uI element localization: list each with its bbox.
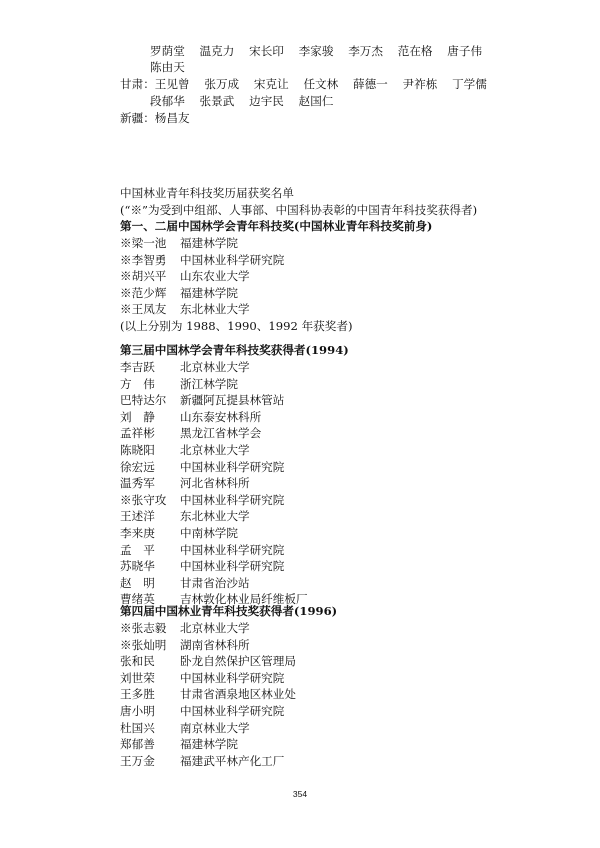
awardee-organization: 山东农业大学 bbox=[180, 269, 250, 284]
awardee-organization: 中国林业科学研究院 bbox=[180, 252, 285, 267]
section-heading: 第四届中国林业青年科技奖获得者(1996) bbox=[120, 604, 338, 618]
awardee-organization: 吉林敦化林业局纤维板厂 bbox=[180, 592, 308, 607]
person-name: 张景武 bbox=[199, 94, 235, 108]
list-item bbox=[120, 753, 284, 769]
awardee-name: 陈晓阳 bbox=[120, 443, 155, 457]
person-name: 宋长印 bbox=[249, 44, 284, 58]
awardee-organization: 中国林业科学研究院 bbox=[180, 559, 285, 574]
list-item bbox=[120, 492, 284, 508]
awardee-name: ※范少辉 bbox=[120, 285, 167, 300]
awardee-name: 杜国兴 bbox=[120, 720, 155, 735]
person-name: 边宇民 bbox=[249, 94, 284, 108]
list-item bbox=[120, 285, 238, 301]
list-item bbox=[120, 542, 284, 558]
awardee-name: 王述洋 bbox=[120, 509, 155, 524]
award-note: (“※”为受到中组部、人事部、中国科协表彰的中国青年科技奖获得者) bbox=[120, 203, 478, 217]
list-item bbox=[120, 301, 250, 317]
list-item bbox=[120, 720, 250, 736]
awardee-organization: 湖南省林科所 bbox=[180, 637, 250, 652]
list-item bbox=[120, 703, 284, 719]
person-name: 段郁华 bbox=[150, 94, 185, 108]
award-list-title: 中国林业青年科技奖历届获奖名单 bbox=[120, 186, 294, 200]
awardee-name: 巴特达尔 bbox=[120, 393, 167, 408]
person-name: 温克力 bbox=[199, 44, 235, 58]
name-line bbox=[150, 93, 333, 109]
list-item bbox=[120, 475, 250, 491]
list-item bbox=[120, 525, 238, 541]
awardee-organization: 北京林业大学 bbox=[180, 621, 250, 635]
name-line bbox=[150, 43, 482, 59]
person-name: 丁学儒 bbox=[452, 77, 487, 91]
awardee-name: ※李智勇 bbox=[120, 252, 167, 267]
list-item bbox=[120, 425, 261, 441]
awardee-name: ※王凤友 bbox=[120, 302, 167, 317]
awardee-name: 徐宏远 bbox=[120, 459, 155, 474]
name-line bbox=[120, 110, 190, 126]
awardee-organization: 南京林业大学 bbox=[180, 720, 250, 735]
list-item bbox=[120, 376, 238, 392]
list-item bbox=[120, 637, 250, 653]
list-item bbox=[120, 620, 250, 636]
awardee-name: ※胡兴平 bbox=[120, 269, 167, 284]
person-name: 尹祚栋 bbox=[402, 77, 438, 91]
awardee-organization: 福建林学院 bbox=[180, 285, 238, 300]
awardee-organization: 中南林学院 bbox=[180, 526, 238, 540]
awardee-organization: 新疆阿瓦提县林管站 bbox=[180, 393, 285, 408]
list-item bbox=[120, 575, 250, 591]
awardee-organization: 中国林业科学研究院 bbox=[180, 670, 285, 685]
list-item bbox=[120, 442, 250, 458]
awardee-name: 温秀军 bbox=[120, 476, 155, 491]
awardee-name: 苏晓华 bbox=[120, 559, 155, 574]
awardee-name: 孟 平 bbox=[120, 542, 155, 557]
awardee-name: 李吉跃 bbox=[120, 360, 155, 374]
awardee-name: 王多胜 bbox=[120, 687, 155, 702]
section-heading: 第一、二届中国林学会青年科技奖(中国林业青年科技奖前身) bbox=[120, 219, 433, 233]
awardee-organization: 中国林业科学研究院 bbox=[180, 542, 285, 557]
list-item bbox=[120, 508, 250, 524]
awardee-organization: 中国林业科学研究院 bbox=[180, 704, 285, 718]
person-name: 赵国仁 bbox=[298, 94, 334, 108]
awardee-name: ※张灿明 bbox=[120, 637, 167, 652]
awardee-organization: 中国林业科学研究院 bbox=[180, 492, 285, 507]
awardee-name: 刘世荣 bbox=[120, 670, 155, 685]
awardee-name: 方 伟 bbox=[120, 376, 155, 391]
awardee-name: 曹绪英 bbox=[120, 592, 155, 607]
list-item bbox=[120, 392, 284, 408]
awardee-organization: 浙江林学院 bbox=[180, 376, 238, 391]
awardee-organization: 中国林业科学研究院 bbox=[180, 459, 285, 474]
awardee-name: 孟祥彬 bbox=[120, 426, 155, 441]
person-name: 唐子伟 bbox=[447, 44, 483, 58]
awardee-name: 唐小明 bbox=[120, 704, 155, 718]
awardee-name: ※梁一池 bbox=[120, 236, 167, 250]
awardee-organization: 甘肃省治沙站 bbox=[180, 575, 250, 590]
person-name: 罗荫堂 bbox=[150, 44, 185, 58]
section-note: (以上分别为 1988、1990、1992 年获奖者) bbox=[120, 319, 353, 333]
awardee-organization: 黑龙江省林学会 bbox=[180, 426, 262, 441]
awardee-name: 李来庚 bbox=[120, 526, 155, 540]
section-heading: 第三届中国林学会青年科技奖获得者(1994) bbox=[120, 343, 349, 357]
awardee-organization: 福建武平林产化工厂 bbox=[180, 753, 285, 768]
awardee-organization: 河北省林科所 bbox=[180, 476, 250, 491]
awardee-organization: 甘肃省酒泉地区林业处 bbox=[180, 687, 296, 702]
person-name: 王见曾 bbox=[154, 77, 190, 91]
name-line bbox=[120, 76, 487, 92]
awardee-organization: 山东泰安林科所 bbox=[180, 409, 262, 424]
awardee-organization: 东北林业大学 bbox=[180, 302, 250, 317]
person-name: 薛德一 bbox=[352, 77, 388, 91]
awardee-organization: 东北林业大学 bbox=[180, 509, 250, 524]
person-name: 陈由天 bbox=[150, 60, 185, 74]
person-name: 范在格 bbox=[397, 44, 433, 58]
list-item bbox=[120, 686, 296, 702]
name-line bbox=[150, 59, 185, 75]
person-name: 李家骏 bbox=[298, 44, 334, 58]
person-name: 李万杰 bbox=[348, 44, 383, 58]
awardee-organization: 福建林学院 bbox=[180, 737, 238, 752]
person-name: 宋克让 bbox=[253, 77, 289, 91]
list-item bbox=[120, 268, 250, 284]
region-line: 新疆：杨昌友 bbox=[120, 111, 190, 125]
list-item bbox=[120, 359, 250, 375]
awardee-name: 郑郁善 bbox=[120, 737, 155, 752]
awardee-organization: 北京林业大学 bbox=[180, 360, 250, 374]
awardee-name: ※张守攻 bbox=[120, 492, 167, 507]
list-item bbox=[120, 252, 284, 268]
awardee-name: 王万金 bbox=[120, 753, 155, 768]
list-item bbox=[120, 409, 261, 425]
list-item bbox=[120, 736, 238, 752]
awardee-name: 张和民 bbox=[120, 654, 155, 669]
list-item bbox=[120, 459, 284, 475]
list-item bbox=[120, 235, 238, 251]
list-item bbox=[120, 558, 284, 574]
awardee-organization: 福建林学院 bbox=[180, 236, 238, 250]
awardee-name: ※张志毅 bbox=[120, 621, 167, 635]
page-number: 354 bbox=[292, 789, 308, 799]
person-name: 张万成 bbox=[204, 77, 240, 91]
region-label: 甘肃： bbox=[120, 77, 155, 91]
list-item bbox=[120, 653, 296, 669]
list-item bbox=[120, 670, 284, 686]
person-name: 任文林 bbox=[303, 77, 339, 91]
awardee-name: 赵 明 bbox=[120, 575, 155, 590]
awardee-organization: 北京林业大学 bbox=[180, 443, 250, 457]
awardee-organization: 卧龙自然保护区管理局 bbox=[180, 654, 296, 669]
awardee-name: 刘 静 bbox=[120, 409, 155, 424]
